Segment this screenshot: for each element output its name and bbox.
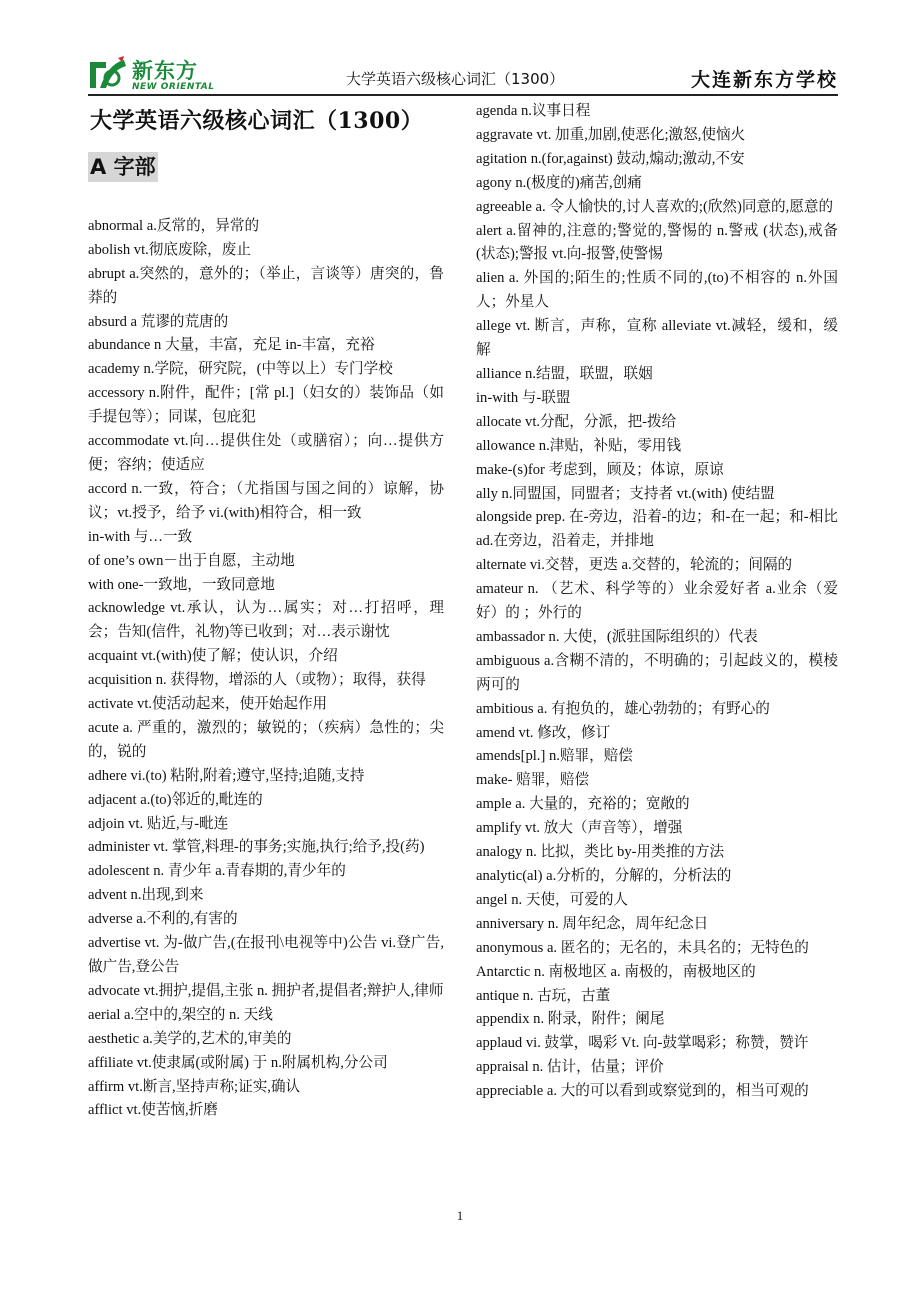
page-header — [88, 50, 838, 96]
page-number: 1 — [456, 1208, 464, 1223]
vocab-entry: agitation n.(for,against) 鼓动,煽动;激动,不安 — [476, 150, 745, 167]
vocab-entry: ambitious a. 有抱负的，雄心勃勃的；有野心的 — [476, 700, 770, 717]
vocab-entry: amend vt. 修改，修订 — [476, 724, 611, 741]
vocab-entry: agenda n.议事日程 — [476, 103, 591, 119]
vocab-entry: allocate vt.分配，分派，把-拨给 — [476, 413, 677, 430]
section-heading: A 字部 — [88, 152, 158, 182]
vocab-entry: amplify vt. 放大（声音等），增强 — [476, 820, 683, 837]
vocab-entry: abrupt a.突然的，意外的；（举止，言谈等）唐突的，鲁莽的 — [88, 265, 444, 306]
vocab-entry: academy n.学院，研究院，(中等以上）专门学校 — [88, 361, 393, 378]
vocab-entry: agreeable a. 令人愉快的,讨人喜欢的;(欣然)同意的,愿意的 — [476, 198, 834, 215]
vocab-entry: affiliate vt.使隶属(或附属) 于 n.附属机构,分公司 — [88, 1054, 388, 1071]
vocab-entry: acknowledge vt.承认，认为…属实；对…打招呼，理会；告知(信件，礼物)等已收到；对…表示谢忱 — [88, 600, 444, 641]
vocab-entry: abolish vt.彻底废除，废止 — [88, 241, 251, 258]
vocab-entry: in-with 与-联盟 — [476, 389, 571, 406]
vocab-entry: agony n.(极度的)痛苦,创痛 — [476, 174, 642, 191]
vocab-entry: advocate vt.拥护,提倡,主张 n. 拥护者,提倡者;辩护人,律师 — [88, 982, 444, 999]
new-oriental-logo — [88, 52, 215, 92]
vocab-entry: accessory n.附件，配件；[常 pl.]（妇女的）装饰品（如手提包等）；同谋，包庇犯 — [88, 385, 444, 426]
vocab-entry: advertise vt. 为-做广告,(在报刊\电视等中)公告 vi.登广告,做广告,登公告 — [88, 935, 444, 975]
left-column — [88, 100, 444, 1123]
vocab-entry: acquaint vt.(with)使了解；使认识，介绍 — [88, 648, 338, 665]
vocab-entry: alien a. 外国的;陌生的;性质不同的,(to)不相容的 n.外国人；外星人 — [476, 270, 838, 311]
vocab-entry: amends[pl.] n.赔罪，赔偿 — [476, 748, 633, 765]
vocab-entry: ample a. 大量的，充裕的；宽敞的 — [476, 796, 690, 813]
vocab-entry: anniversary n. 周年纪念，周年纪念日 — [476, 915, 709, 932]
vocab-entry: amateur n. （艺术、科学等的）业余爱好者 a.业余（爱好）的 ；外行的 — [476, 581, 838, 622]
vocab-entry: allege vt. 断言，声称，宣称 alleviate vt.减轻，缓和，缓解 — [476, 318, 838, 359]
vocab-entry: adhere vi.(to) 粘附,附着;遵守,坚持;追随,支持 — [88, 767, 365, 784]
vocab-entry: acute a. 严重的，激烈的；敏锐的；（疾病）急性的；尖的，锐的 — [88, 719, 444, 760]
right-column — [476, 100, 838, 1104]
vocab-entry: advent n.出现,到来 — [88, 887, 204, 904]
vocab-entry: alert a.留神的,注意的;警觉的,警惕的 n.警戒 (状态),戒备(状态);警报 vt.向-报警,使警惕 — [476, 222, 838, 263]
vocab-entry: aggravate vt. 加重,加剧,使恶化;激怒,使恼火 — [476, 126, 746, 143]
vocab-entry: activate vt.使活动起来，使开始起作用 — [88, 696, 328, 713]
vocab-entry: ally n.同盟国，同盟者；支持者 vt.(with) 使结盟 — [476, 485, 775, 502]
vocab-entry: administer vt. 掌管,料理-的事务;实施,执行;给予,投(药) — [88, 839, 425, 856]
vocab-entry: angel n. 天使，可爱的人 — [476, 891, 629, 908]
vocab-entry: antique n. 古玩，古董 — [476, 987, 611, 1004]
vocab-entry: acquisition n. 获得物，增添的人（或物）；取得，获得 — [88, 672, 426, 689]
logo-chinese-name: 新东方 — [132, 59, 198, 83]
vocab-entry: with one-一致地，一致同意地 — [88, 576, 275, 593]
vocab-entry: accord n.一致，符合；（尤指国与国之间的）谅解，协议；vt.授予，给予 vi.(with)相符合，相一致 — [88, 480, 444, 521]
vocab-entry: appraisal n. 估计，估量；评价 — [476, 1059, 664, 1076]
right-entry-list — [476, 100, 838, 1104]
document-title: 大学英语六级核心词汇（1300） — [90, 108, 424, 134]
vocab-entry: abnormal a.反常的，异常的 — [88, 217, 260, 234]
vocab-entry: make- 赔罪，赔偿 — [476, 772, 590, 789]
left-entry-list — [88, 215, 444, 1123]
vocab-entry: of one’s own－出于自愿，主动地 — [88, 552, 295, 569]
vocab-entry: make-(s)for 考虑到，顾及；体谅，原谅 — [476, 461, 724, 478]
vocab-entry: appendix n. 附录，附件；阑尾 — [476, 1011, 665, 1028]
vocab-entry: analogy n. 比拟，类比 by-用类推的方法 — [476, 844, 725, 861]
logo-english-name: NEW ORIENTAL — [132, 82, 215, 92]
vocab-entry: alternate vi.交替，更迭 a.交替的，轮流的；间隔的 — [476, 557, 793, 574]
school-name: 大连新东方学校 — [690, 69, 838, 91]
vocab-entry: accommodate vt.向…提供住处（或膳宿）；向…提供方便；容纳；使适应 — [88, 433, 444, 473]
logo-text — [132, 60, 215, 92]
vocab-entry: alongside prep. 在-旁边，沿着-的边；和-在一起；和-相比 ad.在旁边，沿着走，并排地 — [476, 509, 838, 550]
header-title: 大学英语六级核心词汇（1300） — [346, 70, 565, 88]
vocab-entry: adverse a.不利的,有害的 — [88, 911, 238, 928]
vocab-entry: allowance n.津贴，补贴，零用钱 — [476, 437, 682, 454]
vocab-entry: appreciable a. 大的可以看到或察觉到的，相当可观的 — [476, 1083, 809, 1100]
vocab-entry: absurd a 荒谬的荒唐的 — [88, 313, 229, 330]
vocab-entry: alliance n.结盟，联盟，联姻 — [476, 365, 653, 382]
vocab-entry: ambiguous a.含糊不清的，不明确的；引起歧义的，模棱两可的 — [476, 652, 838, 693]
vocab-entry: anonymous a. 匿名的；无名的，未具名的；无特色的 — [476, 939, 809, 956]
vocab-entry: affirm vt.断言,坚持声称;证实,确认 — [88, 1078, 301, 1095]
logo-mark-icon — [88, 54, 128, 92]
vocab-entry: adolescent n. 青少年 a.青春期的,青少年的 — [88, 863, 346, 880]
vocab-entry: abundance n 大量，丰富，充足 in-丰富，充裕 — [88, 337, 375, 354]
vocab-entry: in-with 与…一致 — [88, 528, 193, 545]
vocab-entry: analytic(al) a.分析的，分解的，分析法的 — [476, 868, 732, 884]
vocab-entry: afflict vt.使苦恼,折磨 — [88, 1102, 218, 1119]
vocab-entry: aerial a.空中的,架空的 n. 天线 — [88, 1006, 273, 1023]
vocab-entry: adjacent a.(to)邻近的,毗连的 — [88, 791, 263, 808]
vocab-entry: aesthetic a.美学的,艺术的,审美的 — [88, 1030, 292, 1047]
vocab-entry: adjoin vt. 贴近,与-毗连 — [88, 815, 229, 832]
vocab-entry: Antarctic n. 南极地区 a. 南极的，南极地区的 — [476, 963, 756, 980]
vocab-entry: applaud vi. 鼓掌，喝彩 Vt. 向-鼓掌喝彩；称赞，赞许 — [476, 1035, 809, 1052]
vocab-entry: ambassador n. 大使，(派驻国际组织的）代表 — [476, 628, 758, 645]
